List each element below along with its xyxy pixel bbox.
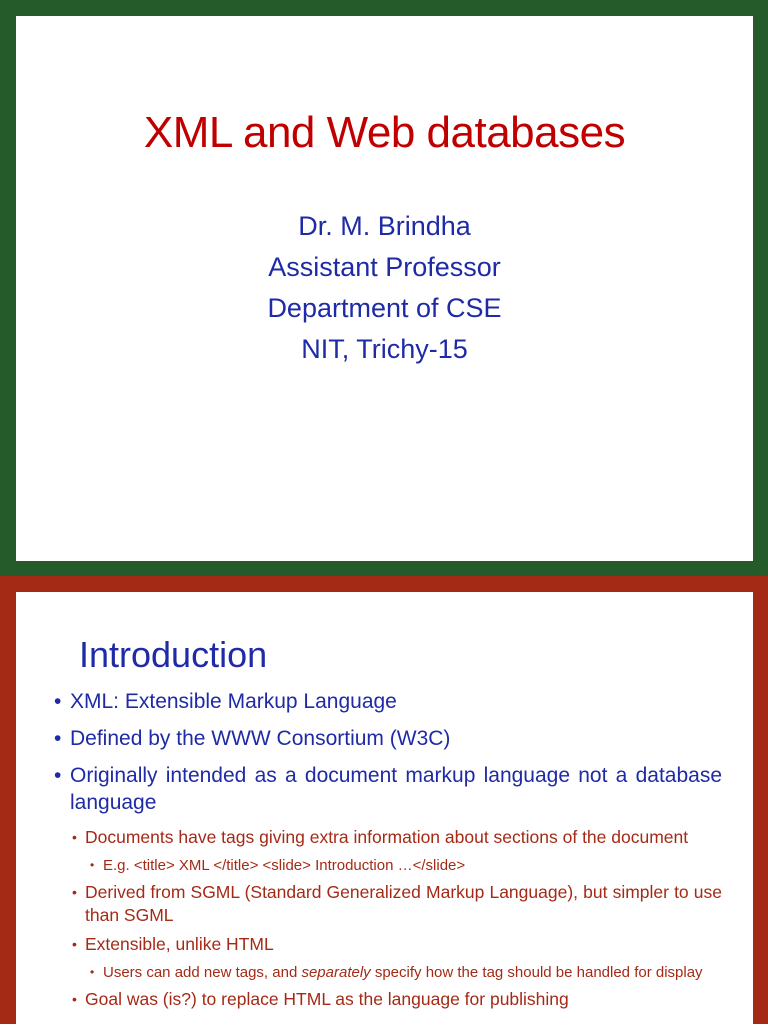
- slide-title: Introduction: [79, 634, 268, 675]
- author-name: Dr. M. Brindha: [298, 211, 471, 241]
- bullet-dot-icon: •: [72, 991, 77, 1007]
- sub-sub-bullet-item: [54, 855, 722, 876]
- bullet-dot-icon: •: [54, 727, 62, 750]
- bullet-dot-icon: •: [72, 829, 77, 845]
- sub-bullet-item: [54, 933, 722, 956]
- bullet-dot-icon: •: [54, 690, 62, 713]
- bullet-text: XML: Extensible Markup Language: [70, 690, 397, 713]
- introduction-slide-canvas: [16, 592, 753, 1032]
- bullet-dot-icon: •: [72, 936, 77, 952]
- author-institution: NIT, Trichy-15: [301, 334, 468, 364]
- sub-bullet-item: [54, 881, 722, 927]
- bullet-text: Originally intended as a document markup language not a database language: [70, 764, 722, 814]
- title-slide-canvas: [16, 16, 753, 561]
- bullet-text: E.g. <title> XML </title> <slide> Introduction …</slide>: [103, 857, 466, 874]
- bullet-text-emphasis: separately: [301, 964, 371, 981]
- bullet-dot-icon: •: [90, 965, 95, 979]
- bullet-dot-icon: •: [54, 764, 62, 787]
- bullet-text-after: specify how the tag should be handled for display: [370, 964, 703, 981]
- bullet-text-before: Users can add new tags, and: [103, 964, 302, 981]
- introduction-slide: [0, 576, 768, 1024]
- bullet-list: [54, 688, 722, 1017]
- bullet-text: Documents have tags giving extra information about sections of the document: [85, 827, 689, 847]
- sub-bullet-item: [54, 826, 722, 849]
- bullet-text: Goal was (is?) to replace HTML as the language for publishing: [85, 989, 569, 1009]
- bullet-text: Derived from SGML (Standard Generalized Markup Language), but simpler to use than SGML: [85, 882, 722, 925]
- bullet-item: [54, 762, 722, 816]
- presentation-title: XML and Web databases: [143, 108, 626, 157]
- author-block: [16, 206, 753, 370]
- author-department: Department of CSE: [267, 293, 502, 323]
- sub-sub-bullet-item: [54, 962, 722, 983]
- sub-bullet-item: [54, 988, 722, 1011]
- bullet-item: [54, 725, 722, 752]
- bullet-text: Extensible, unlike HTML: [85, 934, 274, 954]
- bullet-dot-icon: •: [90, 858, 95, 872]
- author-position: Assistant Professor: [268, 252, 501, 282]
- bullet-dot-icon: •: [72, 884, 77, 900]
- bullet-item: [54, 688, 722, 715]
- bullet-text: Defined by the WWW Consortium (W3C): [70, 727, 451, 750]
